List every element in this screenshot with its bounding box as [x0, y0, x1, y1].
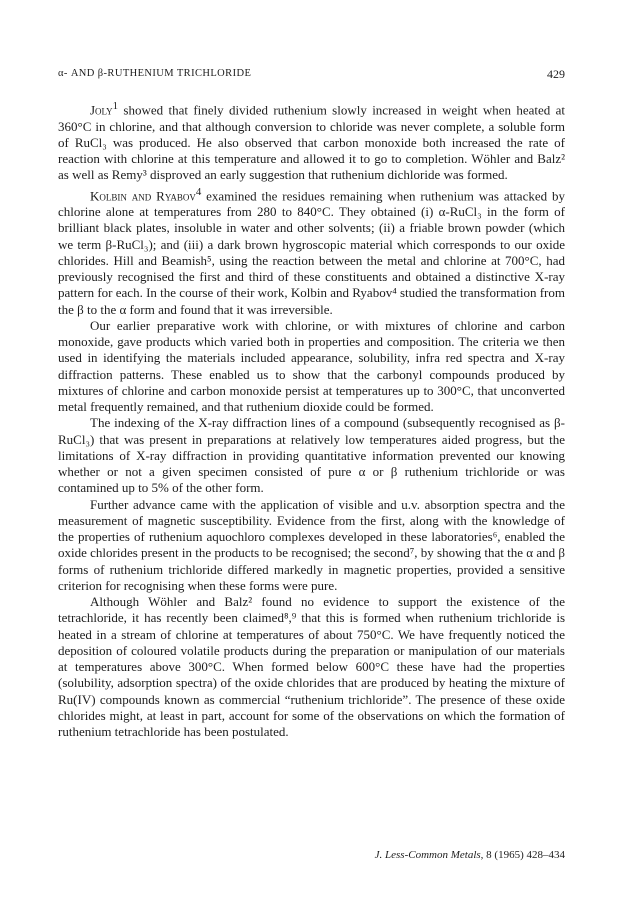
article-body — [58, 98, 565, 740]
paragraph-5 — [58, 497, 565, 595]
paragraph-text: Although Wöhler and Balz² found no evidence to support the existence of the tetrachloride, it has recently been claimed⁸,⁹ that this is formed when ruthenium trichloride is heated in a stream of chlorine at temperatures of about 750°C. We have frequently noticed the deposition of coloured volatile products during the preparation or manipulation of our materials at temperatures above 300°C. When formed below 600°C these have had the properties (solubility, adsorption spectra) of the oxide chlorides that are produced by heating the mixture of Ru(IV) compounds known as commercial “ruthenium trichloride”. The presence of these oxide chlorides might, at least in part, account for some of the observations on which the formation of ruthenium tetrachloride has been postulated. — [58, 594, 565, 740]
running-header — [58, 68, 565, 84]
reference-mark: 1 — [112, 100, 119, 112]
paragraph-text: showed that finely divided ruthenium slowly increased in weight when heated at 360°C in chlorine, and that although conversion to chloride was never complete, a soluble form of RuCl₃ was produced. He also observed that carbon monoxide both increased the rate of reaction with chlorine at this temperature and allowed it to go to completion. Wöhler and Balz² as well as Remy³ disproved an early suggestion that ruthenium dichloride was formed. — [58, 102, 565, 183]
paragraph-text: Further advance came with the application of visible and u.v. absorption spectra and the measurement of magnetic susceptibility. Evidence from the first, along with the knowledge of the properties of ruthenium aquochloro complexes developed in these laboratories⁶, enabled the oxide chlorides present in the products to be recognised; the second⁷, by showing that the α and β forms of ruthenium trichloride differed markedly in magnetic properties, provided a sensitive criterion for recognising when these forms were pure. — [58, 496, 565, 593]
paragraph-text: The indexing of the X-ray diffraction lines of a compound (subsequently recognised as β-RuCl₃) that was present in preparations at relatively low temperatures aided progress, but the limitations of X-ray diffraction in providing quantitative information prevented our knowing whether or not a given specimen consisted of pure α or β ruthenium trichloride or was contamined up to 5% of the other form. — [58, 415, 565, 496]
volume-pages: 8 (1965) 428–434 — [483, 849, 565, 861]
paragraph-6 — [58, 594, 565, 740]
paragraph-3 — [58, 318, 565, 416]
journal-citation — [375, 849, 565, 861]
author-lead: Joly — [90, 102, 113, 118]
journal-name: J. Less-Common Metals, — [374, 849, 484, 861]
paragraph-1 — [58, 98, 565, 184]
paragraph-4 — [58, 415, 565, 496]
page-number: 429 — [547, 67, 565, 81]
paragraph-text: Our earlier preparative work with chlorine, or with mixtures of chlorine and carbon monoxide, gave products which varied both in properties and composition. The criteria we then used in identifying the materials included appearance, solubility, infra red spectra and X-ray diffraction patterns. These enabled us to show that the carbonyl compounds produced by mixtures of chlorine and carbon monoxide persist at temperatures up to 300°C, that unconverted metal frequently remained, and that ruthenium dioxide could be formed. — [58, 317, 565, 415]
paragraph-text: examined the residues remaining when ruthenium was attacked by chlorine alone at temperatures from 280 to 840°C. They obtained (i) α-RuCl₃ in the form of brilliant black plates, insoluble in water and other solvents; (ii) a friable brown powder (which we term β-RuCl₃); and (iii) a dark brown hygroscopic material which corresponds to our oxide chlorides. Hill and Beamish⁵, using the reaction between the metal and chlorine at 700°C, had previously recognised the first and third of these constituents and obtained a distinctive X-ray pattern for each. In the course of their work, Kolbin and Ryabov⁴ studied the transformation from the β to the α form and found that it was irreversible. — [58, 187, 565, 317]
paragraph-2 — [58, 184, 565, 318]
reference-mark: 4 — [195, 185, 202, 198]
author-lead: Kolbin and Ryabov — [90, 187, 196, 203]
running-title: α- AND β-RUTHENIUM TRICHLORIDE — [58, 68, 252, 79]
